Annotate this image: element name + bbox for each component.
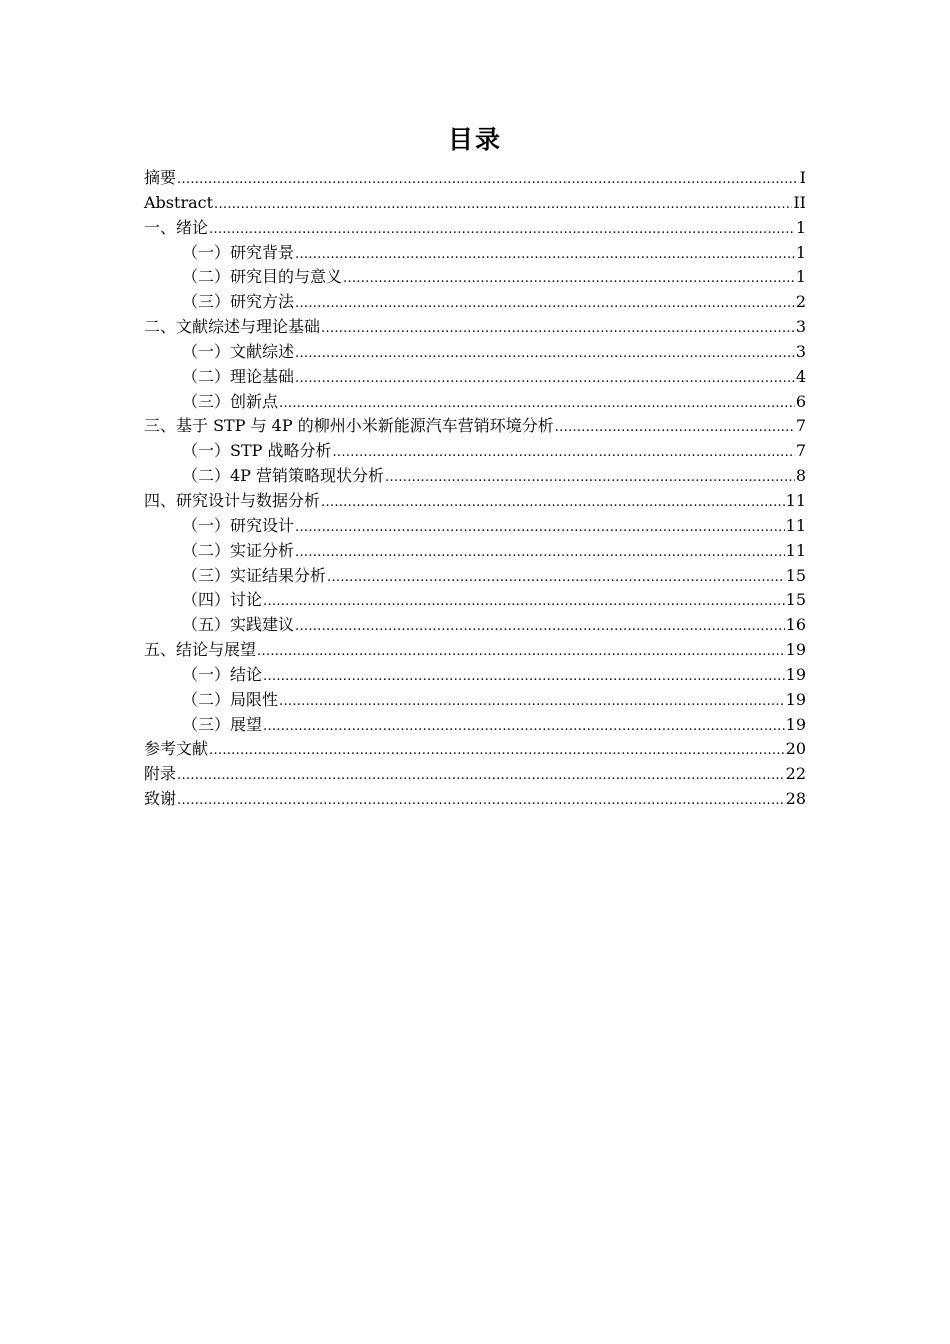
- toc-entry-page: 19: [785, 714, 806, 734]
- toc-dot-leader: [263, 590, 785, 615]
- toc-dot-leader: [343, 267, 795, 292]
- toc-entry: [144, 241, 806, 266]
- toc-entry: [144, 489, 806, 514]
- toc-entry: [144, 439, 806, 464]
- toc-entry-page: 16: [785, 615, 806, 635]
- toc-entry-page: 28: [785, 789, 806, 809]
- toc-entry: [144, 290, 806, 315]
- toc-dot-leader: [177, 789, 785, 814]
- toc-dot-leader: [327, 566, 785, 591]
- toc-entry: [144, 315, 806, 340]
- toc-entry-label: 三、基于 STP 与 4P 的柳州小米新能源汽车营销环境分析: [144, 416, 554, 436]
- toc-entry-page: 22: [785, 764, 806, 784]
- toc-entry: [144, 340, 806, 365]
- toc-entry: [144, 787, 806, 812]
- toc-entry: [144, 588, 806, 613]
- toc-entry: [144, 414, 806, 439]
- toc-entry-label: （一）研究背景: [182, 242, 295, 262]
- toc-entry-page: 11: [785, 540, 806, 560]
- toc-entry-page: II: [793, 192, 806, 212]
- toc-entry-page: 15: [785, 565, 806, 585]
- toc-entry-label: （三）展望: [182, 714, 263, 734]
- toc-dot-leader: [279, 392, 795, 417]
- toc-entry-page: 1: [795, 267, 806, 287]
- toc-entry-label: （一）研究设计: [182, 515, 295, 535]
- toc-entry-label: （三）创新点: [182, 391, 279, 411]
- toc-entry: [144, 663, 806, 688]
- toc-entry-label: （一）STP 战略分析: [182, 441, 332, 461]
- toc-entry-label: （一）文献综述: [182, 341, 295, 361]
- toc-entry-label: 摘要: [144, 168, 177, 187]
- toc-entry-page: 4: [795, 366, 806, 386]
- toc-entry-page: 1: [795, 242, 806, 262]
- toc-entry-label: （二）理论基础: [182, 366, 295, 386]
- toc-entry-label: 一、绪论: [144, 217, 209, 237]
- toc-title: 目录: [447, 125, 502, 154]
- toc-entry-page: 8: [795, 466, 806, 486]
- toc-entry: [144, 713, 806, 738]
- toc-dot-leader: [257, 640, 785, 665]
- toc-dot-leader: [321, 491, 785, 516]
- toc-entry-page: 19: [785, 689, 806, 709]
- toc-entry-label: 四、研究设计与数据分析: [144, 490, 321, 510]
- toc-entry-page: 20: [785, 739, 806, 759]
- toc-dot-leader: [333, 441, 795, 466]
- toc-entry-page: 7: [795, 441, 806, 461]
- toc-entry: [144, 390, 806, 415]
- toc-dot-leader: [295, 342, 795, 367]
- toc-dot-leader: [209, 739, 785, 764]
- toc-entry: [144, 613, 806, 638]
- toc-entry-label: 致谢: [144, 789, 177, 809]
- toc-dot-leader: [295, 367, 795, 392]
- toc-dot-leader: [263, 665, 785, 690]
- toc-entry: [144, 762, 806, 787]
- toc-entry-label: （五）实践建议: [182, 615, 295, 635]
- toc-entry-label: 二、文献综述与理论基础: [144, 317, 321, 337]
- toc-entry: [144, 265, 806, 290]
- toc-dot-leader: [177, 168, 799, 193]
- toc-entry: [144, 688, 806, 713]
- toc-entry-label: （三）研究方法: [182, 292, 295, 312]
- toc-entry-label: （二）实证分析: [182, 540, 295, 560]
- toc-entry-label: Abstract: [144, 192, 214, 212]
- toc-entry-page: 3: [795, 317, 806, 337]
- toc-entry-label: （二）研究目的与意义: [182, 267, 343, 287]
- toc-entry: [144, 216, 806, 241]
- toc-dot-leader: [214, 193, 792, 218]
- toc-entry-label: 五、结论与展望: [144, 640, 257, 660]
- toc-dot-leader: [555, 416, 795, 441]
- toc-entry: [144, 539, 806, 564]
- toc-entry: [144, 166, 806, 191]
- toc-entry-label: （四）讨论: [182, 590, 263, 610]
- toc-entry-label: 附录: [144, 764, 177, 784]
- toc-entry: [144, 191, 806, 216]
- toc-entry-page: 15: [785, 590, 806, 610]
- toc-dot-leader: [279, 690, 785, 715]
- toc-entry-label: （二）局限性: [182, 689, 279, 709]
- toc-entry-page: 19: [785, 664, 806, 684]
- toc-entry-label: （二）4P 营销策略现状分析: [182, 466, 385, 486]
- toc-entry: [144, 638, 806, 663]
- toc-entry: [144, 514, 806, 539]
- toc-dot-leader: [295, 615, 785, 640]
- toc-dot-leader: [295, 516, 785, 541]
- toc-entry-page: 11: [785, 490, 806, 510]
- toc-entry-page: I: [799, 168, 806, 187]
- toc-dot-leader: [295, 243, 795, 268]
- toc-entry-page: 6: [795, 391, 806, 411]
- toc-entry-label: 参考文献: [144, 739, 209, 759]
- toc-list: [144, 166, 806, 812]
- toc-entry: [144, 464, 806, 489]
- toc-entry-page: 3: [795, 341, 806, 361]
- toc-dot-leader: [295, 292, 795, 317]
- toc-dot-leader: [177, 764, 785, 789]
- toc-dot-leader: [385, 466, 795, 491]
- toc-entry: [144, 564, 806, 589]
- toc-entry: [144, 737, 806, 762]
- toc-dot-leader: [295, 541, 785, 566]
- toc-entry-label: （三）实证结果分析: [182, 565, 327, 585]
- toc-dot-leader: [209, 218, 795, 243]
- toc-entry-page: 19: [785, 640, 806, 660]
- toc-entry: [144, 365, 806, 390]
- toc-entry-label: （一）结论: [182, 664, 263, 684]
- toc-entry-page: 2: [795, 292, 806, 312]
- toc-dot-leader: [321, 317, 795, 342]
- toc-dot-leader: [263, 715, 785, 740]
- toc-entry-page: 11: [785, 515, 806, 535]
- toc-entry-page: 1: [795, 217, 806, 237]
- toc-entry-page: 7: [795, 416, 806, 436]
